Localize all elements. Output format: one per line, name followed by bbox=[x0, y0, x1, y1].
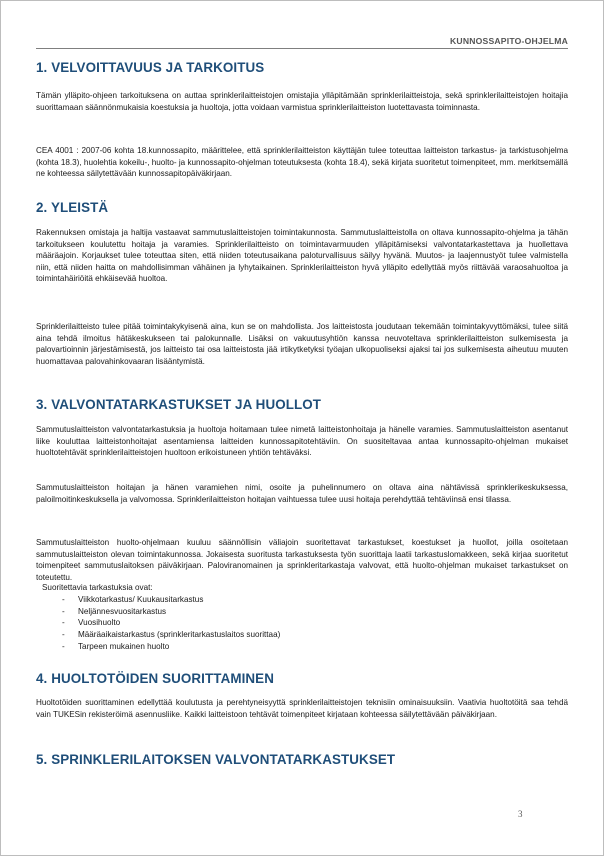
running-header: KUNNOSSAPITO-OHJELMA bbox=[36, 36, 568, 49]
section-1 bbox=[36, 60, 568, 75]
inspection-list bbox=[36, 594, 568, 653]
list-dash: - bbox=[62, 606, 65, 616]
section-5-heading: 5. SPRINKLERILAITOKSEN VALVONTATARKASTUKSET bbox=[36, 752, 396, 767]
paragraph: Rakennuksen omistaja ja haltija vastaavat sammutuslaitteistojen toimintakunnosta. Sammutuslaitteistolla on oltava kunnossapito-ohjelma ja tähän tarkoitukseen koulutettu hoitaja ja varamies. Sprinklerilaitteisto on toimintavarmuuden ylläpitämiseksi valvontatarkastettava ja huollettava määräajoin. Korjaukset tulee toteuttaa siten, että niiden toteutusaikana paloturvallisuus säilyy hyvänä. Muutos- ja laajennustyöt tulee valmistella niin, että niiden haitta on mahdollisimman vähäinen ja lyhytaikainen. Sprinklerilaitteiston hyvä ylläpito edellyttää myös riittävää varaosahuoltoa ja toimintahäiriöitä ehkäisevää huoltoa. bbox=[36, 228, 568, 284]
paragraph: Sprinklerilaitteisto tulee pitää toimintakykyisenä aina, kun se on mahdollista. Jos laitteistosta joudutaan tekemään toimintakyvyttömäksi, tulee siitä aina tehdä ilmoitus hätäkeskukseen tai palokunnalle. Lisäksi on vakuutusyhtiön kanssa neuvoteltava sprinklerilaitteiston sulkemisesta ja palovartioinnin järjestämisestä, jos laitteisto tai osa laitteistosta jää irtikytketyksi työajan ulkopuoliseksi ajaksi tai jos sulkemisesta aiheutuu muuten huomattavaa palovahinkovaaran lisääntymistä. bbox=[36, 322, 568, 366]
paragraph: Huoltotöiden suorittaminen edellyttää koulutusta ja perehtyneisyyttä sprinklerilaitteistojen teknisiin ominaisuuksiin. Vaativia huoltotöitä saa tehdä vain TUKESin rekisteröimä asennusliike. Kaikki laitteistoon tehtävät toimenpiteet kirjataan kohteessa säilytettävään päiväkirjaan. bbox=[36, 698, 568, 719]
section-2-heading: 2. YLEISTÄ bbox=[36, 200, 109, 215]
section-3-paragraph-1 bbox=[36, 424, 568, 459]
section-2-paragraph-1 bbox=[36, 227, 568, 285]
list-item bbox=[36, 641, 568, 653]
list-item-text: Vuosihuolto bbox=[78, 618, 121, 628]
section-1-paragraph-2 bbox=[36, 145, 568, 180]
paragraph: Sammutuslaitteiston valvontatarkastuksia ja huoltoja hoitamaan tulee nimetä laitteistonhoitaja ja hänelle varamies. Sammutuslaitteiston asentanut liike kouluttaa laitteistonhoitajat asentamiensa laitteiden kunnossapitotehtäviin. On suositeltavaa antaa kunnossapito-ohjelman mukaiset huoltotehtävät sprinklerilaitteistojen huoltoon erikoistuneen yhtiön tehtäväksi. bbox=[36, 425, 568, 458]
section-3-paragraph-2 bbox=[36, 482, 568, 505]
page-number: 3 bbox=[518, 809, 523, 819]
section-2 bbox=[36, 200, 568, 215]
paragraph: Sammutuslaitteiston hoitajan ja hänen varamiehen nimi, osoite ja puhelinnumero on oltava aina nähtävissä sprinklerikeskuksessa, paloilmoitinkeskuksella ja valvomossa. Sprinklerilaitteiston hoitajan vaihtuessa tulee uusi hoitaja perehdyttää tehtäviinsä ensi tilassa. bbox=[36, 483, 568, 504]
list-dash: - bbox=[62, 630, 65, 640]
section-5 bbox=[36, 752, 568, 767]
paragraph: Sammutuslaitteiston huolto-ohjelmaan kuuluu säännöllisin väliajoin suoritettavat tarkastukset, koestukset ja huollot, joilla osoitetaan sammutuslaitteiston olevan toimintakunnossa. Jokaisesta suoritusta tarkastuksesta työn suorittaja laatii tarkastuslomakkeen, sekä kirjaa suoritetut toimenpiteet sammutuslaitoksen päiväkirjaan. Paloviranomainen ja sprinkleritarkastaja valvovat, että huolto-ohjelman mukaiset tarkastukset on toteutettu. bbox=[36, 538, 568, 582]
list-dash: - bbox=[62, 618, 65, 628]
section-1-paragraph-1 bbox=[36, 90, 568, 113]
list-dash: - bbox=[62, 595, 65, 604]
section-4-heading: 4. HUOLTOTÖIDEN SUORITTAMINEN bbox=[36, 671, 274, 686]
list-item-text: Määräaikaistarkastus (sprinkleritarkastuslaitos suorittaa) bbox=[78, 630, 281, 640]
list-item-text: Viikkotarkastus/ Kuukausitarkastus bbox=[78, 595, 204, 604]
list-dash: - bbox=[62, 641, 65, 651]
list-item bbox=[36, 594, 568, 606]
paragraph: CEA 4001 : 2007-06 kohta 18.kunnossapito, määrittelee, että sprinklerilaitteiston käyttäjän tulee toteuttaa laitteiston tarkastus- ja tarkistusohjelma (kohta 18.3), huolehtia kokeilu-, huolto- ja kunnossapito-ohjelman toteutuksesta (kohta 18.4), sekä kirjata suoritetut toimenpiteet, mm. merkitsemällä ne kohteessa säilytettävään kunnossapitopäiväkirjaan. bbox=[36, 146, 568, 179]
section-3-paragraph-3 bbox=[36, 537, 568, 583]
list-intro: Suoritettavia tarkastuksia ovat: bbox=[42, 583, 153, 592]
list-item bbox=[36, 629, 568, 641]
section-3 bbox=[36, 397, 568, 412]
list-item-text: Neljännesvuositarkastus bbox=[78, 606, 167, 616]
list-item-text: Tarpeen mukainen huolto bbox=[78, 641, 170, 651]
section-3-list-intro bbox=[42, 582, 574, 594]
section-4 bbox=[36, 671, 568, 686]
list-item bbox=[36, 606, 568, 618]
section-2-paragraph-2 bbox=[36, 321, 568, 367]
list-item bbox=[36, 617, 568, 629]
section-1-heading: 1. VELVOITTAVUUS JA TARKOITUS bbox=[36, 60, 265, 75]
paragraph: Tämän ylläpito-ohjeen tarkoituksena on auttaa sprinklerilaitteistojen omistajia ylläpitämään sprinklerilaitteistoja, sekä sprinklerilaitteistojen hoitajia suorittamaan säännönmukaisia koestuksia ja huoltoja, jotta voidaan varmistua sprinklerilaitteiston luotettavasta toiminnasta. bbox=[36, 91, 568, 112]
section-3-heading: 3. VALVONTATARKASTUKSET JA HUOLLOT bbox=[36, 397, 322, 412]
section-4-paragraph-1 bbox=[36, 697, 568, 720]
